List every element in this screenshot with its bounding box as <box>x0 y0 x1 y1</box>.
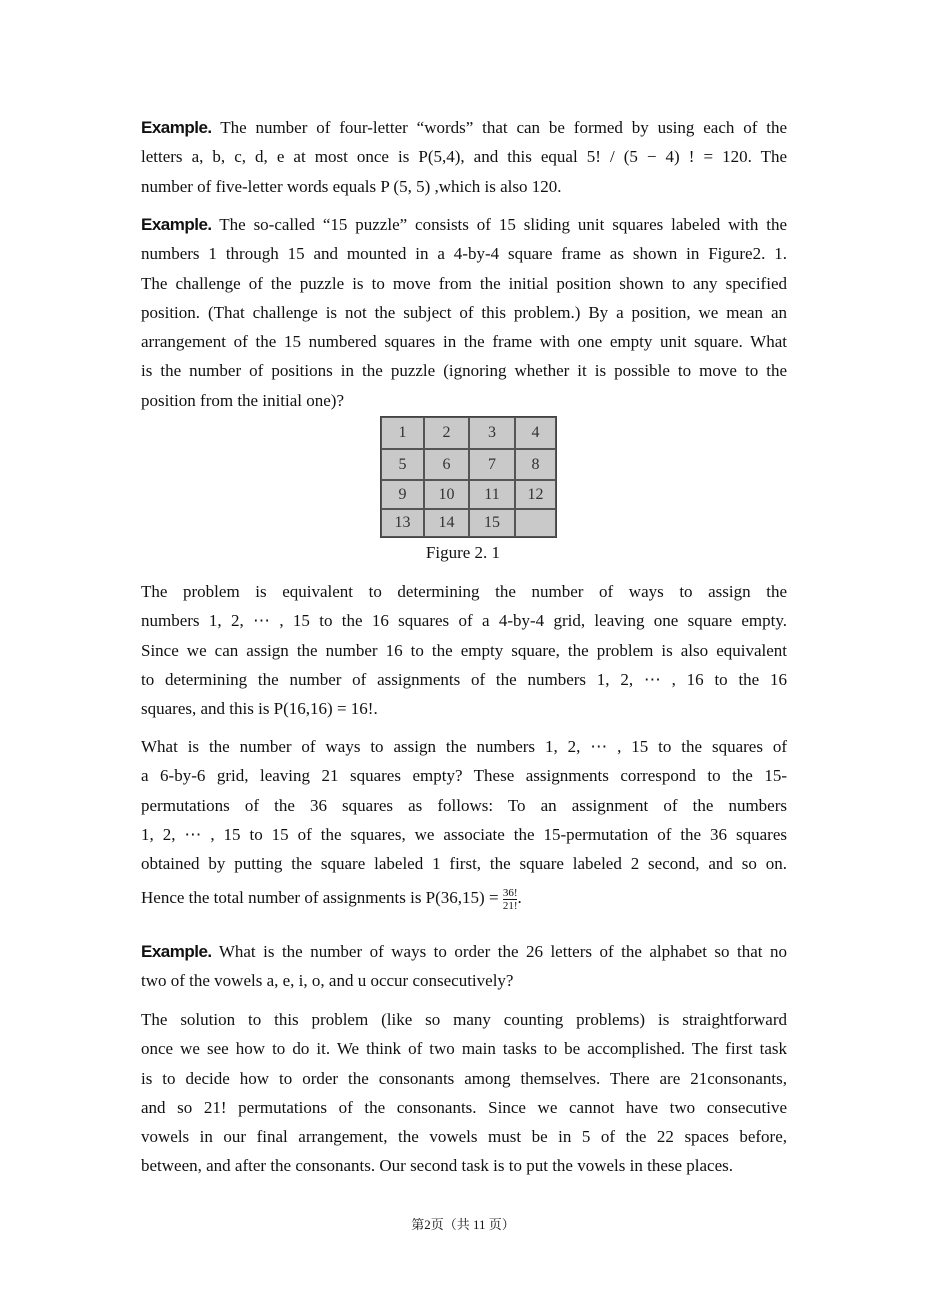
text-line <box>141 1093 787 1122</box>
line-text: is the number of positions in the puzzle (ignoring whether it is possible to move to the <box>141 361 787 381</box>
text-line <box>141 849 787 878</box>
line-text: to determining the number of assignments of the numbers 1, 2, ⋯ , 16 to the 16 <box>141 669 787 689</box>
line-text: numbers 1, 2, ⋯ , 15 to the 16 squares of a 4-by-4 grid, leaving one square empty. <box>141 611 787 631</box>
line-text: position. (That challenge is not the subject of this problem.) By a position, we mean an <box>141 302 787 322</box>
line-text: The so-called “15 puzzle” consists of 15 sliding unit squares labeled with the <box>211 215 787 234</box>
line-text: . <box>517 888 522 908</box>
text-line <box>141 1034 787 1063</box>
line-text: position from the initial one)? <box>141 390 345 410</box>
text-line <box>141 665 787 694</box>
body-paragraph-2 <box>141 732 787 918</box>
text-line <box>141 606 787 635</box>
text-line <box>141 1151 787 1180</box>
puzzle-figure <box>380 416 557 538</box>
fraction-denominator: 21! <box>502 900 518 913</box>
line-text: two of the vowels a, e, i, o, and u occur consecutively? <box>141 971 514 991</box>
line-text: The problem is equivalent to determining the number of ways to assign the <box>141 582 787 601</box>
puzzle-cell: 8 <box>515 449 556 480</box>
text-line <box>141 327 787 356</box>
text-line <box>141 1122 787 1151</box>
text-line <box>141 791 787 820</box>
line-text: The number of four-letter “words” that can be formed by using each of the <box>211 118 787 137</box>
text-line <box>141 878 787 918</box>
line-text: permutations of the 36 squares as follows: To an assignment of the numbers <box>141 795 787 815</box>
puzzle-cell <box>515 509 556 537</box>
puzzle-cell: 2 <box>424 417 469 449</box>
puzzle-cell: 6 <box>424 449 469 480</box>
example-paragraph-1 <box>141 113 787 201</box>
fraction-numerator: 36! <box>502 887 518 900</box>
text-line <box>141 356 787 385</box>
line-text: The solution to this problem (like so many counting problems) is straightforward <box>141 1010 787 1029</box>
text-line <box>141 113 787 142</box>
puzzle-cell: 15 <box>469 509 515 537</box>
line-text: 1, 2, ⋯ , 15 to 15 of the squares, we associate the 15-permutation of the 36 squares <box>141 824 787 844</box>
fraction <box>503 887 518 912</box>
line-text: between, and after the consonants. Our second task is to put the vowels in these places. <box>141 1156 734 1176</box>
line-text: What is the number of ways to order the 26 letters of the alphabet so that no <box>211 942 787 961</box>
puzzle-cell: 14 <box>424 509 469 537</box>
line-text: The challenge of the puzzle is to move from the initial position shown to any specified <box>141 273 787 293</box>
line-text: and so 21! permutations of the consonants. Since we cannot have two consecutive <box>141 1097 787 1117</box>
example-label: Example. <box>141 942 212 961</box>
text-line <box>141 732 787 761</box>
text-line <box>141 636 787 665</box>
text-line <box>141 761 787 790</box>
line-text: number of five-letter words equals P (5, 5) ,which is also 120. <box>141 176 562 196</box>
text-line <box>141 386 787 415</box>
text-line <box>141 937 787 966</box>
line-text: numbers 1 through 15 and mounted in a 4-by-4 square frame as shown in Figure2. 1. <box>141 244 787 264</box>
body-paragraph-1 <box>141 577 787 723</box>
body-paragraph-3 <box>141 1005 787 1181</box>
puzzle-cell: 12 <box>515 480 556 509</box>
puzzle-cell: 4 <box>515 417 556 449</box>
text-line <box>141 172 787 201</box>
line-text: letters a, b, c, d, e at most once is P(5,4), and this equal 5! / (5 − 4) ! = 120. The <box>141 147 787 167</box>
line-text: What is the number of ways to assign the numbers 1, 2, ⋯ , 15 to the squares of <box>141 737 787 756</box>
example-paragraph-2 <box>141 210 787 415</box>
text-line <box>141 966 787 995</box>
line-text: squares, and this is P(16,16) = 16!. <box>141 699 378 719</box>
puzzle-cell: 5 <box>381 449 424 480</box>
line-text: arrangement of the 15 numbered squares in the frame with one empty unit square. What <box>141 332 787 352</box>
figure-caption: Figure 2. 1 <box>425 543 501 562</box>
text-line <box>141 239 787 268</box>
line-text: Hence the total number of assignments is P(36,15) = <box>141 888 503 908</box>
puzzle-cell: 9 <box>381 480 424 509</box>
example-paragraph-3 <box>141 937 787 996</box>
line-text: obtained by putting the square labeled 1 first, the square labeled 2 second, and so on. <box>141 854 787 874</box>
line-text: vowels in our final arrangement, the vowels must be in 5 of the 22 spaces before, <box>141 1127 787 1147</box>
puzzle-cell: 7 <box>469 449 515 480</box>
text-line <box>141 142 787 171</box>
puzzle-cell: 1 <box>381 417 424 449</box>
puzzle-cell: 10 <box>424 480 469 509</box>
text-line <box>141 1064 787 1093</box>
puzzle-cell: 11 <box>469 480 515 509</box>
text-line <box>141 577 787 606</box>
text-line <box>141 298 787 327</box>
page-footer: 第2页（共 11 页） <box>411 1217 515 1232</box>
text-line <box>141 269 787 298</box>
line-text: is to decide how to order the consonants among themselves. There are 21consonants, <box>141 1068 787 1088</box>
text-line <box>141 820 787 849</box>
line-text: once we see how to do it. We think of two main tasks to be accomplished. The first task <box>141 1039 787 1059</box>
text-line <box>141 1005 787 1034</box>
line-text: Since we can assign the number 16 to the empty square, the problem is also equivalent <box>141 640 787 660</box>
puzzle-cell: 3 <box>469 417 515 449</box>
line-text: a 6-by-6 grid, leaving 21 squares empty? These assignments correspond to the 15- <box>141 766 787 786</box>
text-line <box>141 210 787 239</box>
example-label: Example. <box>141 215 212 234</box>
puzzle-cell: 13 <box>381 509 424 537</box>
example-label: Example. <box>141 118 212 137</box>
text-line <box>141 694 787 723</box>
